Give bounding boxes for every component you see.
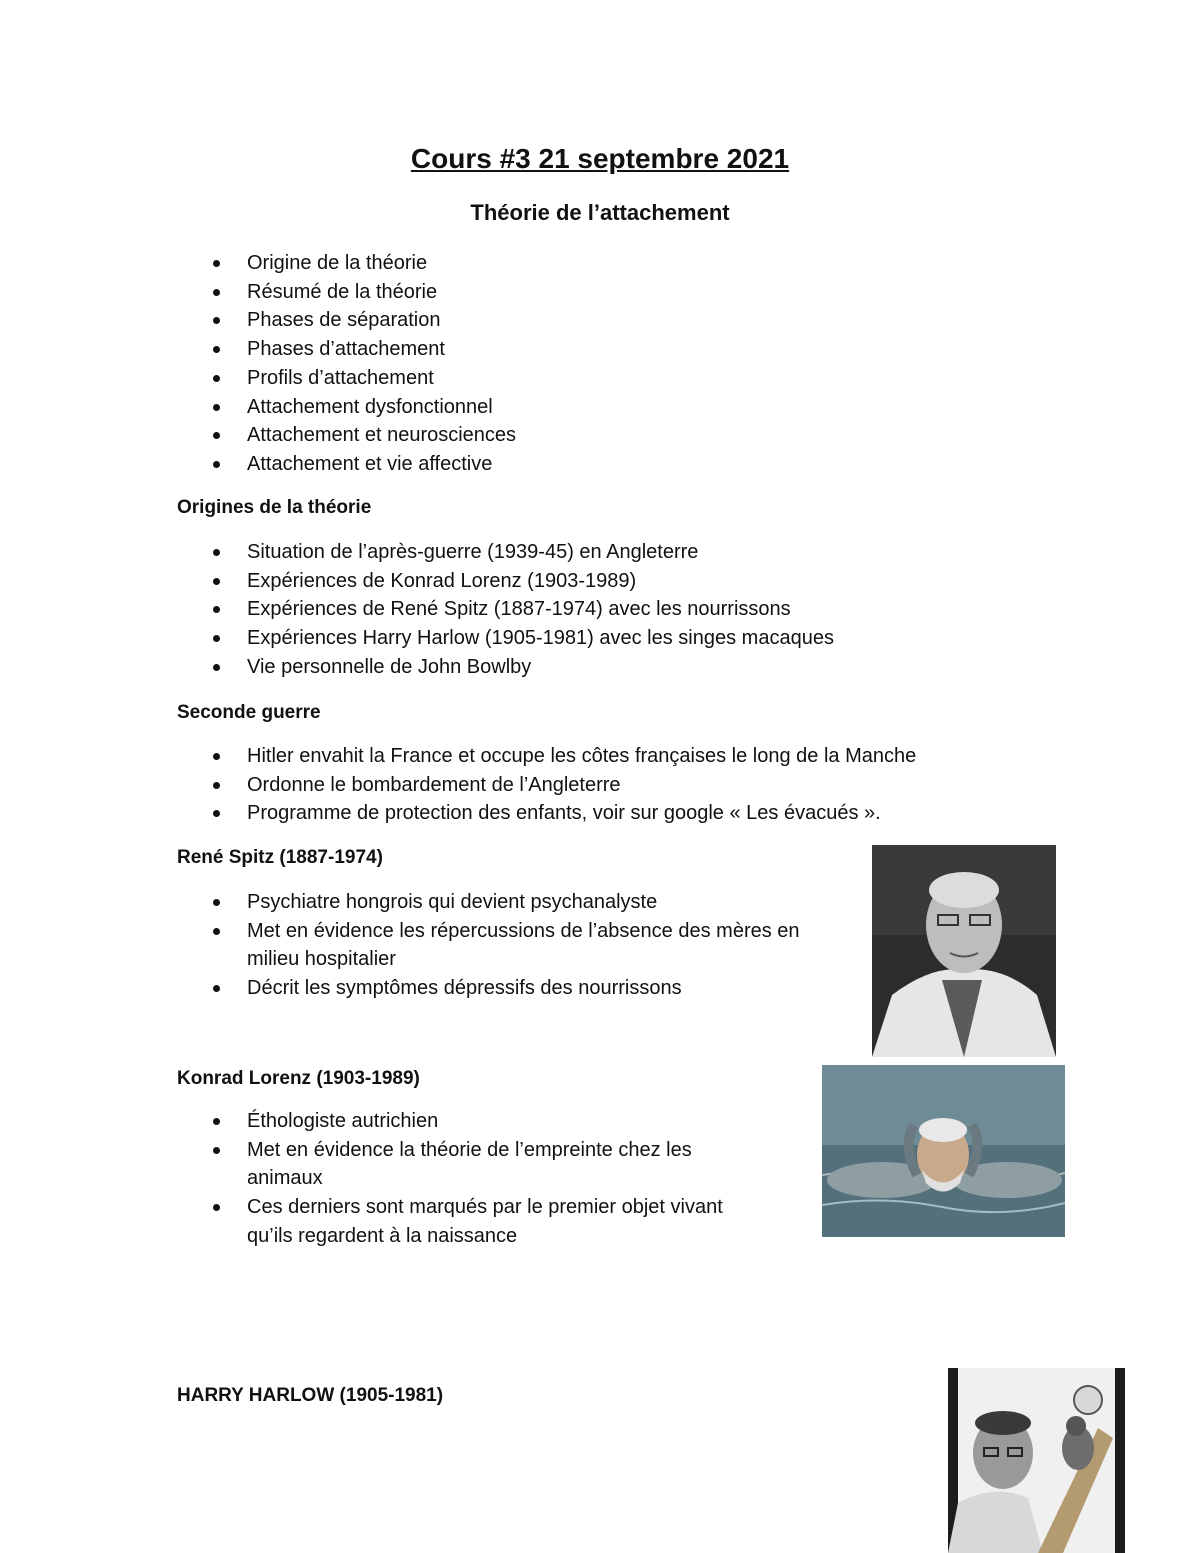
list-item: Programme de protection des enfants, voir sur google « Les évacués ».: [210, 799, 916, 828]
page-subtitle: Théorie de l’attachement: [470, 200, 730, 225]
section-heading-war: Seconde guerre: [177, 702, 321, 723]
list-item: Ces derniers sont marqués par le premier objet vivant qu’ils regardent à la naissance: [210, 1193, 770, 1250]
list-item: Vie personnelle de John Bowlby: [210, 653, 834, 682]
section-heading-lorenz: Konrad Lorenz (1903-1989): [177, 1068, 420, 1089]
list-item: Profils d’attachement: [210, 364, 516, 393]
section-heading-origins: Origines de la théorie: [177, 497, 372, 518]
page-title: Cours #3 21 septembre 2021: [410, 143, 790, 174]
list-item: Hitler envahit la France et occupe les côtes françaises le long de la Manche: [210, 742, 916, 771]
spitz-list: [210, 888, 810, 1003]
list-item: Expériences de René Spitz (1887-1974) avec les nourrissons: [210, 595, 834, 624]
section-heading-spitz: René Spitz (1887-1974): [177, 847, 383, 868]
list-item: Met en évidence la théorie de l’empreinte chez les animaux: [210, 1136, 770, 1193]
list-item: Phases d’attachement: [210, 335, 516, 364]
list-item: Expériences Harry Harlow (1905-1981) avec les singes macaques: [210, 624, 834, 653]
lorenz-photo: [822, 1065, 1065, 1237]
harlow-photo: [948, 1368, 1125, 1553]
origins-list: [210, 538, 834, 682]
section-heading-harlow: HARRY HARLOW (1905-1981): [177, 1385, 444, 1406]
lorenz-list: [210, 1107, 770, 1251]
list-item: Expériences de Konrad Lorenz (1903-1989): [210, 567, 834, 596]
spitz-photo: [872, 845, 1056, 1057]
list-item: Phases de séparation: [210, 306, 516, 335]
list-item: Résumé de la théorie: [210, 278, 516, 307]
outline-list: [210, 249, 516, 479]
list-item: Met en évidence les répercussions de l’absence des mères en milieu hospitalier: [210, 917, 810, 974]
list-item: Attachement et neurosciences: [210, 421, 516, 450]
list-item: Attachement dysfonctionnel: [210, 393, 516, 422]
list-item: Ordonne le bombardement de l’Angleterre: [210, 771, 916, 800]
list-item: Situation de l’après-guerre (1939-45) en Angleterre: [210, 538, 834, 567]
list-item: Psychiatre hongrois qui devient psychanalyste: [210, 888, 810, 917]
war-list: [210, 742, 916, 828]
list-item: Origine de la théorie: [210, 249, 516, 278]
list-item: Décrit les symptômes dépressifs des nourrissons: [210, 974, 810, 1003]
list-item: Éthologiste autrichien: [210, 1107, 770, 1136]
list-item: Attachement et vie affective: [210, 450, 516, 479]
